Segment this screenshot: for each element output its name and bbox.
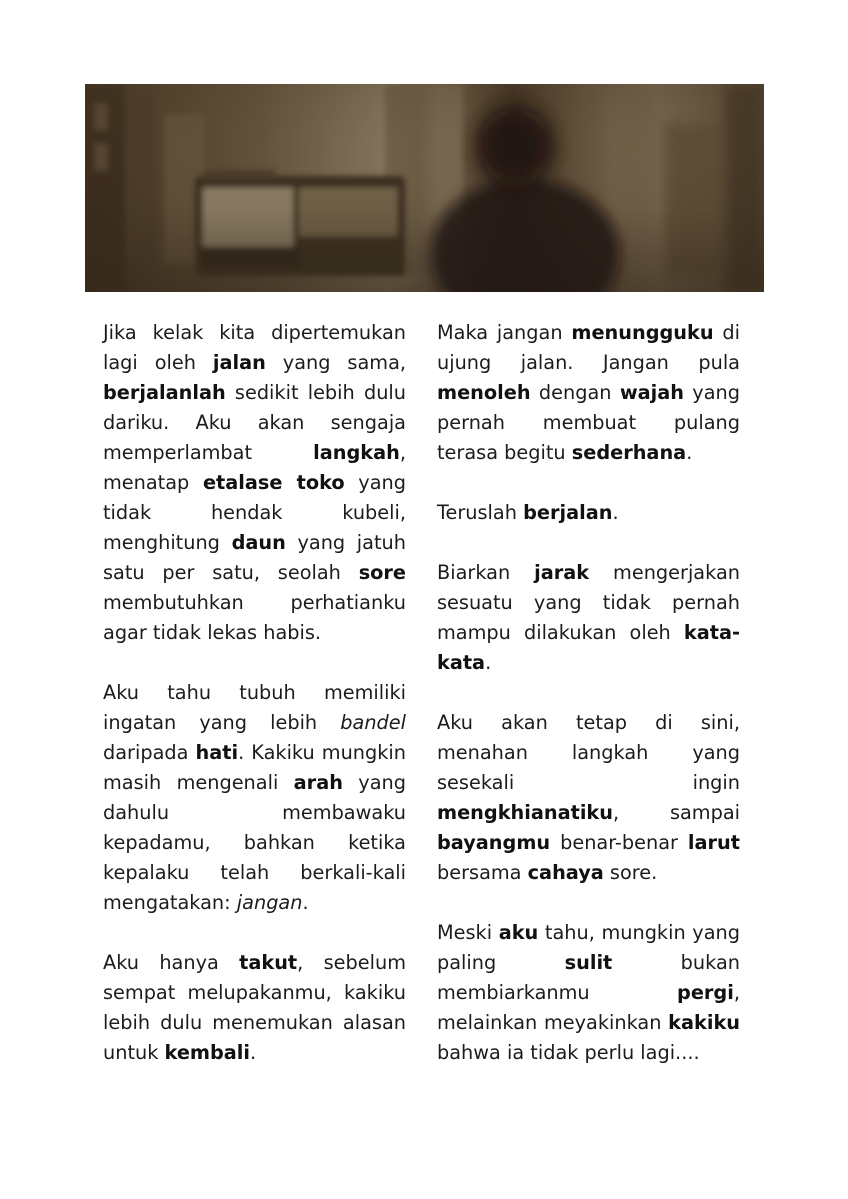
paragraph — [437, 558, 740, 678]
emphasis-bold: berjalan — [523, 501, 613, 524]
text-run: . — [250, 1041, 257, 1064]
text-run: Teruslah — [437, 501, 524, 524]
header-photo — [85, 84, 764, 292]
text-run: daripada — [103, 741, 196, 764]
paragraph — [437, 918, 740, 1068]
text-run: Jika kelak kita dipertemukan lagi oleh — [103, 321, 406, 374]
text-run: sedikit lebih dulu dariku. Aku akan sengaja memperlambat — [103, 381, 406, 464]
emphasis-bold: mengkhianatiku — [437, 801, 613, 824]
text-run: Maka jangan — [437, 321, 572, 344]
text-run: yang jatuh satu per satu, seolah — [103, 531, 406, 584]
text-run: tahu, mungkin yang paling — [437, 921, 740, 974]
text-run: . — [686, 441, 693, 464]
emphasis-bold: bayangmu — [437, 831, 551, 854]
emphasis-bold: arah — [293, 771, 343, 794]
paragraph — [437, 708, 740, 888]
text-run: . — [612, 501, 619, 524]
street-photo-illustration — [85, 84, 764, 292]
text-run: Aku akan tetap di sini, menahan langkah yang sesekali ingin — [437, 711, 740, 794]
text-run: . Kakiku mungkin masih mengenali — [103, 741, 406, 794]
text-run: Aku hanya — [103, 951, 240, 974]
emphasis-bold: sulit — [564, 951, 613, 974]
text-run: yang sama, — [265, 351, 407, 374]
emphasis-bold: sederhana — [571, 441, 687, 464]
emphasis-bold: kata-kata — [437, 621, 740, 674]
text-run: yang pernah membuat pulang terasa begitu — [437, 381, 740, 464]
text-run: membutuhkan perhatianku agar tidak lekas habis. — [103, 591, 406, 644]
emphasis-bold: menungguku — [571, 321, 714, 344]
text-run: bahwa ia tidak perlu lagi.... — [437, 1041, 700, 1064]
emphasis-bold: jalan — [212, 351, 266, 374]
emphasis-bold: kakiku — [668, 1011, 740, 1034]
text-run: . — [485, 651, 492, 674]
emphasis-bold: daun — [231, 531, 286, 554]
text-run: Biarkan — [437, 561, 535, 584]
text-run: Aku tahu tubuh memiliki ingatan yang lebih — [103, 681, 406, 734]
text-run: di ujung jalan. Jangan pula — [437, 321, 740, 374]
text-run: bukan membiarkanmu — [437, 951, 741, 1004]
emphasis-bold: jarak — [534, 561, 590, 584]
emphasis-bold: takut — [239, 951, 298, 974]
paragraph — [103, 948, 406, 1068]
emphasis-bold: kembali — [164, 1041, 251, 1064]
paragraph — [437, 318, 740, 468]
emphasis-bold: langkah — [313, 441, 400, 464]
emphasis-bold: wajah — [619, 381, 684, 404]
text-run: Meski — [437, 921, 499, 944]
emphasis-bold: sore — [358, 561, 406, 584]
text-run: yang tidak hendak kubeli, menghitung — [103, 471, 406, 554]
text-run: . — [302, 891, 309, 914]
paragraph — [103, 678, 406, 918]
text-run: , sampai — [612, 801, 740, 824]
text-run: , menatap — [103, 441, 406, 494]
text-run: , sebelum sempat melupakanmu, kakiku lebih dulu menemukan alasan untuk — [103, 951, 406, 1064]
emphasis-bold: hati — [195, 741, 239, 764]
text-run: mengerjakan sesuatu yang tidak pernah mampu dilakukan oleh — [437, 561, 740, 644]
text-run: yang dahulu membawaku kepadamu, bahkan ketika kepalaku telah berkali-kali mengatakan: — [103, 771, 406, 914]
emphasis-bold: etalase toko — [202, 471, 345, 494]
emphasis-bold: menoleh — [437, 381, 531, 404]
text-run: , melainkan meyakinkan — [437, 981, 740, 1034]
emphasis-bold: berjalanlah — [103, 381, 226, 404]
emphasis-italic: bandel — [340, 711, 406, 734]
emphasis-bold: cahaya — [527, 861, 604, 884]
emphasis-bold: pergi — [677, 981, 734, 1004]
left-text-column — [103, 318, 406, 1098]
text-run: bersama — [437, 861, 528, 884]
right-text-column — [437, 318, 740, 1098]
emphasis-italic: jangan — [236, 891, 303, 914]
paragraph — [103, 318, 406, 648]
emphasis-bold: larut — [687, 831, 740, 854]
paragraph — [437, 498, 740, 528]
text-run: benar-benar — [550, 831, 688, 854]
text-run: dengan — [530, 381, 620, 404]
text-run: sore. — [603, 861, 658, 884]
emphasis-bold: aku — [498, 921, 539, 944]
